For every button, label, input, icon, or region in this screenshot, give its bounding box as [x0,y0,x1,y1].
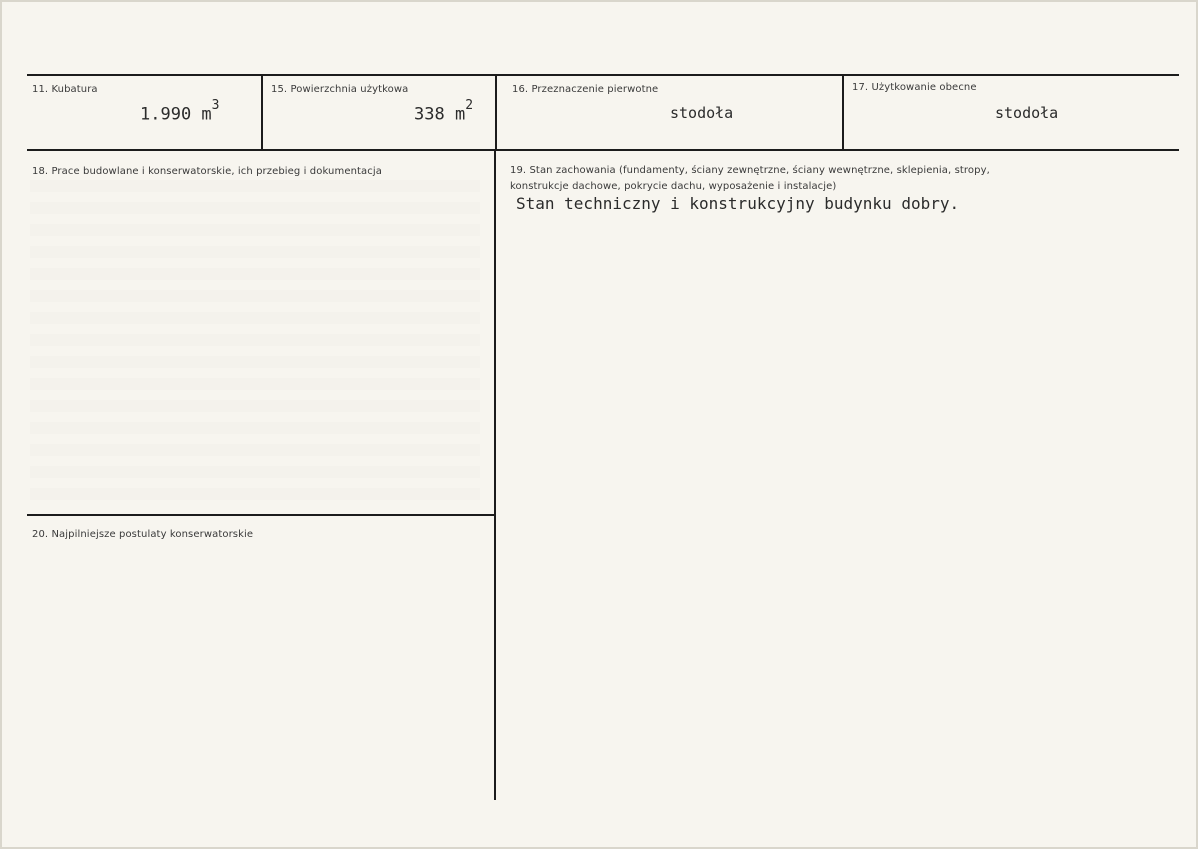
divider-main [494,150,496,800]
powierzchnia-value [414,98,474,125]
stan-value: Stan techniczny i konstrukcyjny budynku dobry. [516,194,960,213]
przeznaczenie-label: 16. Przeznaczenie pierwotne [512,84,659,95]
powierzchnia-number: 338 m [414,104,466,125]
kubatura-label: 11. Kubatura [32,84,98,95]
uzytkowanie-label: 17. Użytkowanie obecne [852,82,977,93]
paper-texture [30,180,480,500]
top-rule [27,74,1179,76]
prace-label: 18. Prace budowlane i konserwatorskie, ich przebieg i dokumentacja [32,166,382,177]
kubatura-number: 1.990 m [140,104,212,125]
divider-powierzchnia [495,75,497,150]
powierzchnia-label: 15. Powierzchnia użytkowa [271,84,409,95]
section20-top-rule [27,514,494,516]
kubatura-value [140,98,220,125]
kubatura-unit-exponent: 3 [211,98,220,113]
stan-label-line1: 19. Stan zachowania (fundamenty, ściany zewnętrzne, ściany wewnętrzne, sklepienia, stropy, [510,165,990,176]
divider-przeznaczenie [842,75,844,150]
uzytkowanie-value: stodoła [995,104,1059,122]
row1-bottom-rule [27,149,1179,151]
divider-kubatura [261,75,263,150]
stan-label-line2: konstrukcje dachowe, pokrycie dachu, wyposażenie i instalacje) [510,181,837,192]
przeznaczenie-value: stodoła [670,104,734,122]
postulaty-label: 20. Najpilniejsze postulaty konserwatorskie [32,529,254,540]
powierzchnia-unit-exponent: 2 [465,98,474,113]
